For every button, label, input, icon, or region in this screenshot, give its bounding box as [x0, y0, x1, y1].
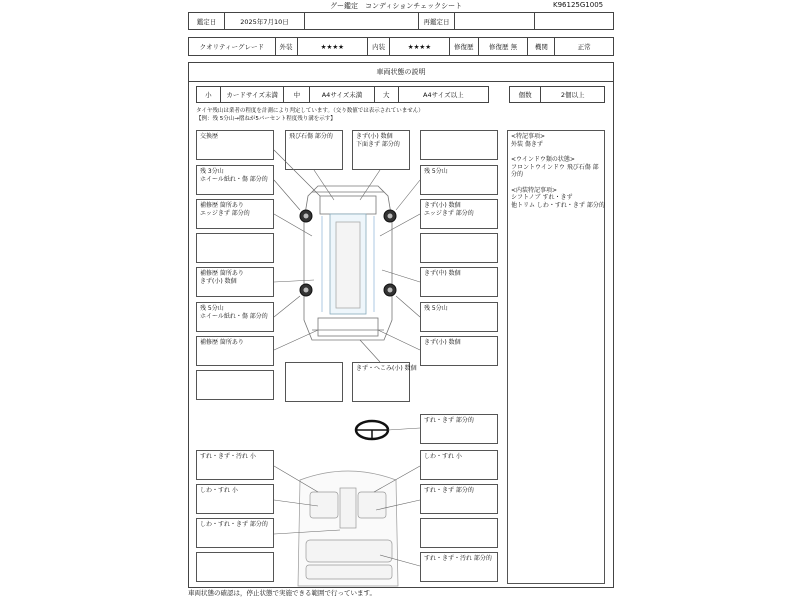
legend-large-desc: A4サイズ以上 [423, 91, 464, 99]
interior-label: 内装 [368, 38, 390, 55]
box-center-2: きず(小) 数個 下面きず 部分的 [352, 130, 410, 170]
interior-notes-label: <内装特記事項> [511, 186, 558, 194]
window-notes-value: フロントウインドウ 飛び石傷 部分的 [511, 163, 599, 178]
box-right-2: 残 5分山 [420, 165, 498, 195]
function-label: 機関 [528, 38, 555, 55]
legend-large: 大 [375, 87, 399, 102]
tire-note: タイヤ残山は業者の程度を計測により判定しています。（交り数値では表示されていません） [196, 108, 424, 114]
exterior-label: 外装 [276, 38, 298, 55]
box-interior-3: しわ・すれ 小 [196, 484, 274, 514]
special-notes-value: 外装 傷きず [511, 140, 543, 148]
legend-small-desc: カードサイズ未満 [221, 87, 285, 102]
section-title: 車両状態の説明 [188, 62, 614, 82]
box-interior-8: すれ・きず・汚れ 部分的 [420, 552, 498, 582]
assessed-value: 2025年7月10日 [225, 13, 305, 29]
reassess-label: 再鑑定日 [419, 13, 455, 29]
box-left-6: 残 5分山 ホイール紙れ・傷 部分的 [196, 302, 274, 332]
box-right-3: きず(小) 数個 エッジきず 部分的 [420, 199, 498, 229]
box-left-3: 補修歴 箇所あり エッジきず 部分的 [196, 199, 274, 229]
box-left-2: 残 3分山 ホイール紙れ・傷 部分的 [196, 165, 274, 195]
box-interior-4: すれ・きず 部分的 [420, 484, 498, 514]
legend-count: 個数 [510, 87, 541, 102]
repair-value: 修復歴 無 [479, 38, 529, 55]
interior-notes-value: シフトノブ すれ・きず 他トリム しわ・すれ・きず 部分的 [511, 194, 605, 209]
tire-example: 【例：残 5分山→摺ねが5パーセント程度残り溝を示す】 [196, 116, 336, 122]
legend-medium-desc: A4サイズ未満 [310, 87, 375, 102]
repair-label: 修復歴 [450, 38, 479, 55]
legend-small: 小 [197, 87, 221, 102]
box-interior-1: すれ・きず・汚れ 小 [196, 450, 274, 480]
quality-label: クオリティーグレード [189, 38, 276, 55]
box-left-1: 交換歴 [196, 130, 274, 160]
function-value: 正常 [577, 43, 591, 51]
special-notes-label: <特記事項> [511, 133, 546, 140]
sheet-title: グー鑑定 コンディションチェックシート [330, 2, 463, 10]
box-left-7: 補修歴 箇所あり [196, 336, 274, 366]
interior-stars: ★★★★ [390, 38, 450, 55]
box-left-5: 補修歴 箇所あり きず(小) 数個 [196, 267, 274, 297]
box-right-5: きず(中) 数個 [420, 267, 498, 297]
footer-note: 車両状態の確認は，停止状態で実施できる範囲で行っています。 [188, 589, 376, 597]
legend-count-desc: 2個以上 [560, 91, 585, 99]
box-steering: すれ・きず 部分的 [420, 414, 498, 444]
box-center-4: きず・へこみ(小) 数個 [352, 362, 410, 402]
steering-wheel-icon [356, 421, 388, 439]
box-interior-5: しわ・すれ・きず 部分的 [196, 518, 274, 548]
box-right-7: きず(小) 数個 [420, 336, 498, 366]
box-right-6: 残 5分山 [420, 302, 498, 332]
window-notes-label: <ウインドウ類の状態> [511, 156, 575, 163]
box-center-1: 飛び石傷 部分的 [285, 130, 343, 170]
assessed-label: 鑑定日 [189, 13, 225, 29]
box-interior-2: しわ・すれ 小 [420, 450, 498, 480]
legend-medium: 中 [284, 87, 310, 102]
exterior-stars: ★★★★ [298, 38, 369, 55]
document-id: K96125G1005 [553, 1, 604, 9]
